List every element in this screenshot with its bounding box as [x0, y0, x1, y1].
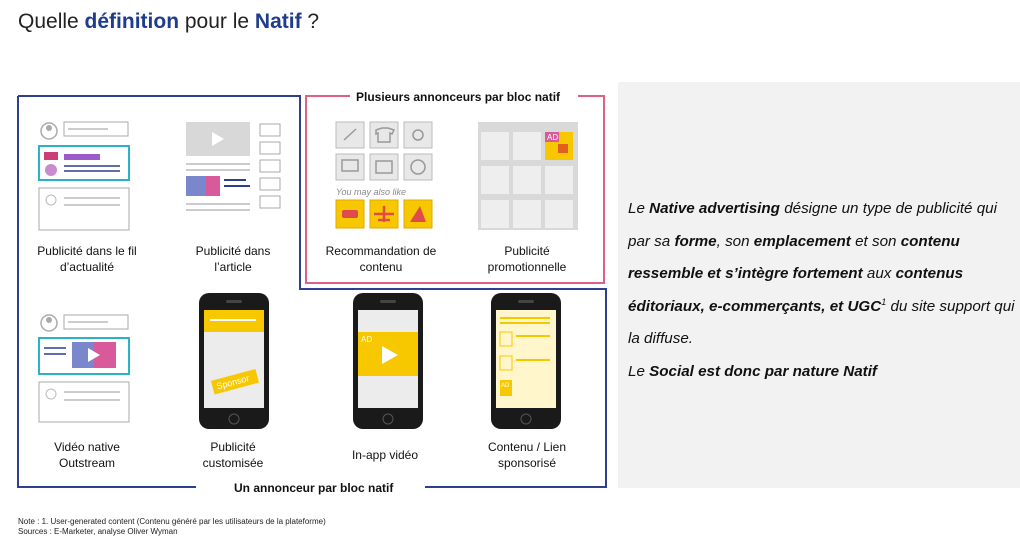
sponsor-label: Sponsor	[215, 373, 251, 392]
title-text: Quelle	[18, 10, 85, 33]
title-highlight-definition: définition	[84, 10, 180, 33]
ad-badge-text: AD	[547, 133, 559, 142]
title-highlight-natif: Natif	[254, 10, 302, 33]
you-may-also-like-text: You may also like	[336, 187, 407, 197]
recommendation-illustration	[334, 120, 444, 232]
promotional-illustration	[478, 122, 578, 230]
title-text: pour le	[179, 10, 255, 33]
format-caption-customised: Publicité customisée	[202, 440, 264, 470]
ad-badge-text: AD	[501, 383, 510, 389]
title-text: ?	[301, 10, 320, 33]
format-caption-feed: Publicité dans le fil d’actualité	[37, 244, 137, 274]
format-caption-in-app-video: In-app vidéo	[351, 448, 419, 462]
feed-ad-illustration	[38, 116, 134, 236]
note-line: Note : 1. User-generated content (Contenu généré par les utilisateurs de la plateforme)	[18, 517, 326, 526]
customised-ad-phone	[198, 292, 270, 430]
single-advertiser-label: Un annonceur par bloc natif	[228, 481, 399, 495]
format-caption-promotional: Publicité promotionnelle	[487, 244, 567, 274]
sources-line: Sources : E-Marketer, analyse Oliver Wyman	[18, 527, 178, 536]
outstream-video-illustration	[38, 312, 134, 428]
sponsored-content-phone	[490, 292, 562, 430]
in-app-video-phone	[352, 292, 424, 430]
ad-badge-text: AD	[361, 335, 373, 344]
article-ad-illustration	[184, 120, 284, 220]
format-caption-sponsored: Contenu / Lien sponsorisé	[487, 440, 567, 470]
format-caption-recommendation: Recommandation de contenu	[325, 244, 437, 274]
format-caption-outstream: Vidéo native Outstream	[54, 440, 120, 470]
definition-text: Le Native advertising désigne un type de publicité qui par sa forme, son emplacement et son contenu ressemble et s’intègre fortement aux contenus éditoriaux, e-commerçants, et UGC$^1$ du site support qui la diffuse. Le Social est donc par nature Natif	[628, 200, 1015, 380]
footnotes	[18, 517, 326, 537]
multi-advertiser-label: Plusieurs annonceurs par bloc natif	[350, 90, 566, 104]
format-caption-article: Publicité dans l’article	[195, 244, 271, 274]
